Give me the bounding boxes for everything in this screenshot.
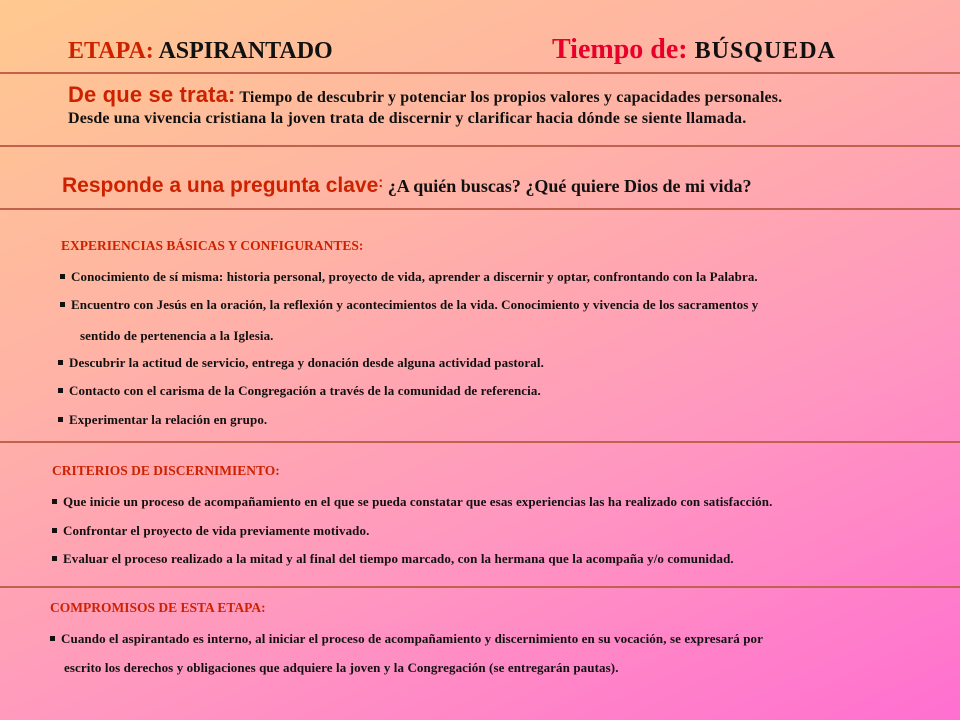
bullet-icon	[52, 499, 57, 504]
list-item: Experimentar la relación en grupo.	[58, 412, 267, 428]
list-item: Evaluar el proceso realizado a la mitad y al final del tiempo marcado, con la hermana que la acompaña y/o comunidad.	[52, 551, 734, 567]
list-item: Encuentro con Jesús en la oración, la reflexión y acontecimientos de la vida. Conocimiento y vivencia de los sacramentos y	[60, 297, 758, 313]
bullet-icon	[58, 388, 63, 393]
etapa-label: ETAPA:	[68, 38, 154, 64]
pregunta-block	[62, 174, 752, 198]
divider	[0, 586, 960, 588]
bullet-icon	[60, 302, 65, 307]
list-item: Conocimiento de sí misma: historia personal, proyecto de vida, aprender a discernir y optar, confrontando con la Palabra.	[60, 269, 758, 285]
etapa-value: ASPIRANTADO	[158, 38, 333, 64]
list-item-continuation: sentido de pertenencia a la Iglesia.	[80, 328, 274, 343]
etapa-heading	[68, 38, 333, 65]
trata-label: De que se trata:	[68, 82, 236, 107]
trata-block	[68, 84, 782, 129]
pregunta-colon: :	[378, 174, 384, 191]
divider	[0, 441, 960, 443]
bullet-icon	[58, 417, 63, 422]
list-item-continuation: escrito los derechos y obligaciones que adquiere la joven y la Congregación (se entregarán pautas).	[64, 660, 619, 675]
bullet-icon	[58, 360, 63, 365]
experiencias-title: EXPERIENCIAS BÁSICAS Y CONFIGURANTES:	[61, 238, 364, 253]
bullet-icon	[60, 274, 65, 279]
compromisos-title: COMPROMISOS DE ESTA ETAPA:	[50, 600, 266, 615]
divider	[0, 145, 960, 147]
list-item: Que inicie un proceso de acompañamiento en el que se pueda constatar que esas experiencias las ha realizado con satisfacción.	[52, 494, 772, 510]
tiempo-label: Tiempo de:	[552, 34, 688, 65]
tiempo-value: BÚSQUEDA	[694, 38, 836, 64]
trata-line1: Tiempo de descubrir y potenciar los propios valores y capacidades personales.	[239, 89, 783, 106]
criterios-title: CRITERIOS DE DISCERNIMIENTO:	[52, 463, 280, 478]
list-item: Cuando el aspirantado es interno, al iniciar el proceso de acompañamiento y discernimiento en su vocación, se expresará por	[50, 631, 763, 647]
list-item: Contacto con el carisma de la Congregación a través de la comunidad de referencia.	[58, 383, 541, 399]
bullet-icon	[52, 528, 57, 533]
divider	[0, 208, 960, 210]
bullet-icon	[52, 556, 57, 561]
tiempo-heading	[552, 34, 836, 66]
pregunta-text: ¿A quién buscas? ¿Qué quiere Dios de mi vida?	[387, 176, 752, 196]
trata-line2: Desde una vivencia cristiana la joven trata de discernir y clarificar hacia dónde se siente llamada.	[68, 110, 747, 127]
divider	[0, 72, 960, 74]
list-item: Descubrir la actitud de servicio, entrega y donación desde alguna actividad pastoral.	[58, 355, 544, 371]
pregunta-label: Responde a una pregunta clave	[62, 174, 379, 197]
list-item: Confrontar el proyecto de vida previamente motivado.	[52, 523, 369, 539]
bullet-icon	[50, 636, 55, 641]
